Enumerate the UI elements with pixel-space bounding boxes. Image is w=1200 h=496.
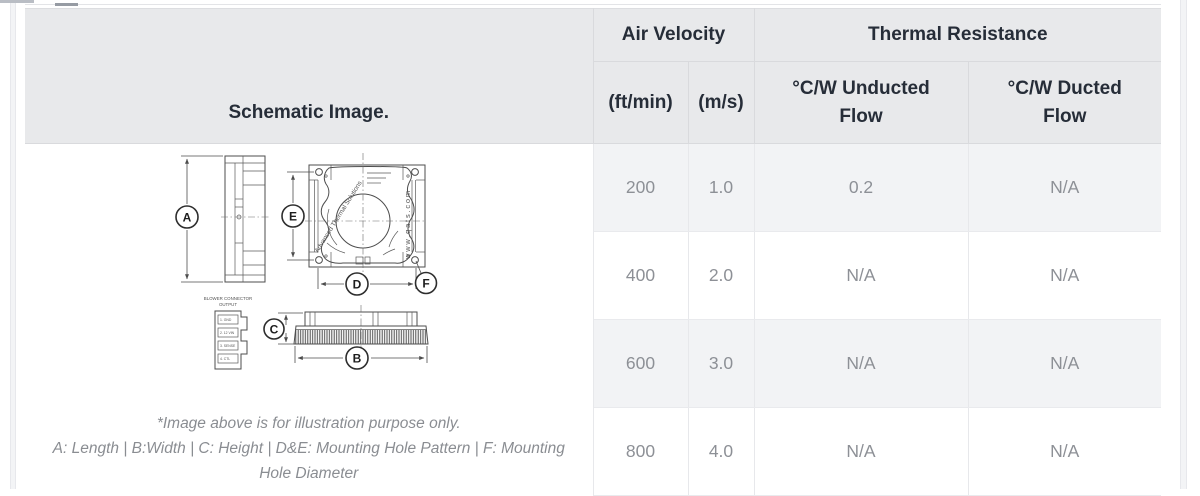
page-left-edge [10,0,16,489]
ducted-column-header: °C/W Ducted Flow [968,62,1161,144]
ms-value: 1.0 [688,144,754,232]
label-e: E [289,210,297,224]
ducted-value: N/A [968,408,1161,496]
unducted-value: N/A [754,408,968,496]
ms-column-header: (m/s) [688,62,754,144]
ms-value: 2.0 [688,232,754,320]
pin-4-label: 4. CTL [220,357,230,361]
schematic-footnote [47,411,571,486]
pin-1-label: 1. GND [220,318,232,322]
ms-value: 3.0 [688,320,754,408]
brand-text: Advanced Thermal Solutions [314,179,364,254]
unducted-column-header: °C/W Unducted Flow [754,62,968,144]
page-right-scrollbar[interactable] [1180,0,1187,489]
top-corner-fragment [0,0,34,3]
pin-2-label: 2. 12 VIN [220,331,235,335]
footnote-line1: *Image above is for illustration purpose only. [47,411,571,436]
thermal-resistance-header: Thermal Resistance [754,9,1161,62]
pin-3-label: 3. SENSE [220,344,236,348]
unducted-value: N/A [754,320,968,408]
unducted-value: 0.2 [754,144,968,232]
footnote-line2: A: Length | B:Width | C: Height | D&E: Mounting Hole Pattern | F: Mounting Hole Diameter [47,436,571,486]
ducted-value: N/A [968,144,1161,232]
top-edge-fragment [55,3,78,6]
ftmin-column-header: (ft/min) [593,62,688,144]
label-c: C [269,323,278,337]
ftmin-value: 200 [593,144,688,232]
label-d: D [352,278,361,292]
schematic-image-cell [25,144,593,496]
top-divider [25,4,1161,5]
connector-title-line2: OUTPUT [219,302,237,307]
label-b: B [352,352,361,366]
air-velocity-header: Air Velocity [593,9,754,62]
ftmin-value: 600 [593,320,688,408]
bottom-view [264,305,428,369]
website-text: www.qats.com [403,189,412,260]
label-f: F [422,277,429,291]
ftmin-value: 400 [593,232,688,320]
ms-value: 4.0 [688,408,754,496]
spec-table [25,8,1161,496]
blower-connector [204,296,252,369]
blower-schematic-drawing [171,147,447,387]
front-view [282,153,437,295]
ducted-value: N/A [968,232,1161,320]
connector-title-line1: BLOWER CONNECTOR [204,296,252,301]
table-row [25,144,1161,232]
side-view [176,156,269,282]
ftmin-value: 800 [593,408,688,496]
label-a: A [182,211,191,225]
schematic-column-header: Schematic Image. [25,9,593,144]
ducted-value: N/A [968,320,1161,408]
unducted-value: N/A [754,232,968,320]
